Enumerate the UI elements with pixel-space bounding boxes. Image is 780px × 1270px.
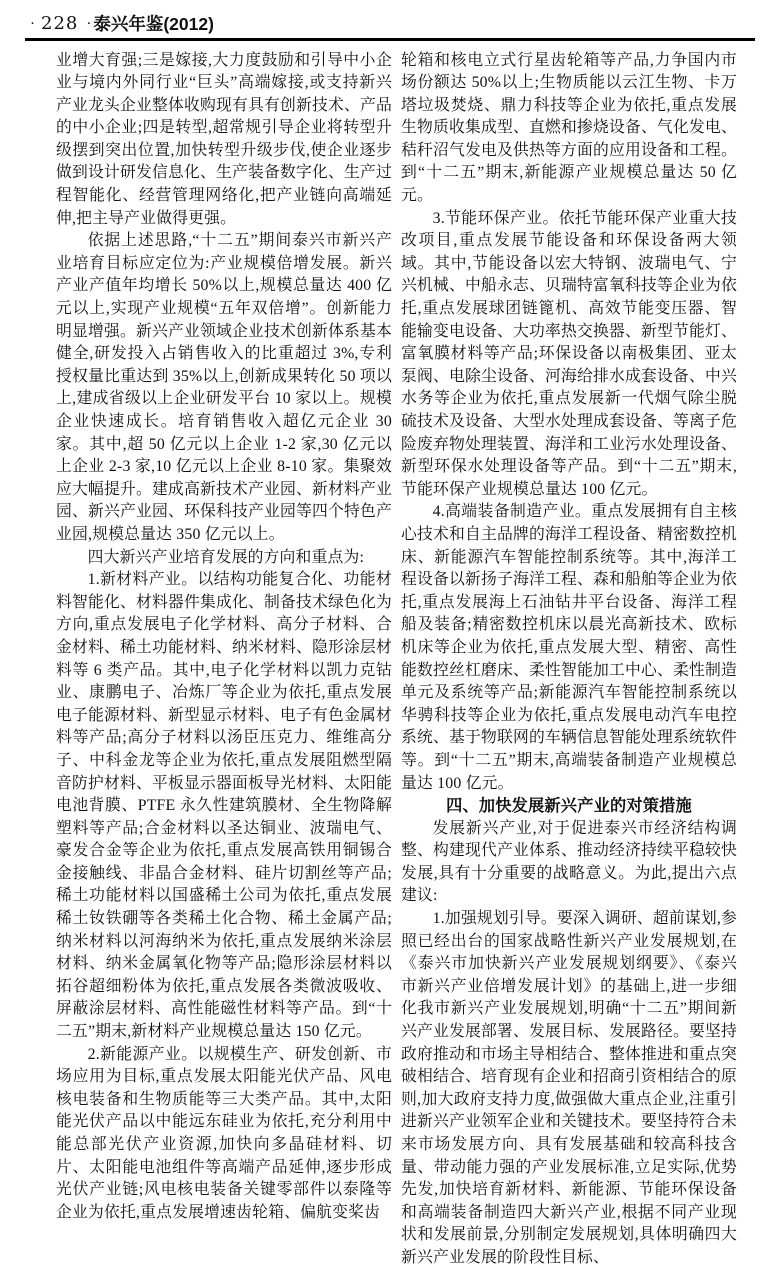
section-heading: 四、加快发展新兴产业的对策措施 xyxy=(446,797,692,816)
header-bullet: · xyxy=(86,16,92,32)
page-header xyxy=(0,0,780,32)
paragraph-continuation: 业增大育强;三是嫁接,大力度鼓励和引导中小企业与境内外同行业“巨头”高端嫁接,或支持新兴产业龙头企业整体收购现有具有创新技术、产品的中小企业;四是转型,超常规引导企业将转型升级摆到突出位置,加快转型升级步伐,使企业逐步做到设计研发信息化、生产装备数字化、生产过程智能化、经营管理网络化,把产业链向高端延伸,把主导产业做得更强。 xyxy=(56,51,392,227)
paragraph: 4.高端装备制造产业。重点发展拥有自主核心技术和自主品牌的海洋工程设备、精密数控机床、新能源汽车智能控制系统等。其中,海洋工程设备以新扬子海洋工程、森和船舶等企业为依托,重点发展海上石油钻井平台设备、海洋工程船及装备;精密数控机床以晨光高新技术、欧标机床等企业为依托,重点发展大型、精密、高性能数控丝杠磨床、柔性智能加工中心、柔性制造单元及系统等产品;新能源汽车智能控制系统以华骋科技等企业为依托,重点发展电动汽车电控系统、基于物联网的车辆信息智能处理系统软件等。到“十二五”期末,高端装备制造产业规模总量达 100 亿元。 xyxy=(401,503,737,792)
paragraph: 2.新能源产业。以规模生产、研发创新、市场应用为目标,重点发展太阳能光伏产品、风电核电装备和生物质能等三大类产品。其中,太阳能光伏产品以中能远东硅业为依托,充分利用中能总部光伏产业资源,加快向多晶硅材料、切片、太阳能电池组件等高端产品延伸,逐步形成光伏产业链;风电核电装备关键零部件以泰隆等企业为依托,重点发展增速齿轮箱、偏航变桨齿 xyxy=(56,1045,392,1221)
paragraph: 1.加强规划引导。要深入调研、超前谋划,参照已经出台的国家战略性新兴产业发展规划,在《泰兴市加快新兴产业发展规划纲要》、《泰兴市新兴产业倍增发展计划》的基础上,进一步细化我市新兴产业发展规划,明确“十二五”期间新兴产业发展部署、发展目标、发展路径。要坚持政府推动和市场主导相结合、整体推进和重点突破相结合、培育现有企业和招商引资相结合的原则,加大政府支持力度,做强做大重点企业,注重引进新兴产业领军企业和关键技术。要坚持符合未来市场发展方向、具有发展基础和较高科技含量、带动能力强的产业发展标准,立足实际,优势先发,加快培育新材料、新能源、节能环保设备和高端装备制造四大新兴产业,根据不同产业现状和发展前景,分别制定发展规划,具体明确四大新兴产业发展的阶段性目标、 xyxy=(401,910,737,1266)
paragraph: 1.新材料产业。以结构功能复合化、功能材料智能化、材料器件集成化、制备技术绿色化为方向,重点发展电子化学材料、高分子材料、合金材料、稀土功能材料、纳米材料、隐形涂层材料等 6 类产品。其中,电子化学材料以凯力克钴业、康鹏电子、冶炼厂等企业为依托,重点发展电子能源材料、新型显示材料、电子有色金属材料等产品;高分子材料以汤臣压克力、维维高分子、中科金龙等企业为依托,重点发展阻燃型隔音防护材料、平板显示器面板导光材料、太阳能电池背膜、PTFE 永久性建筑膜材、全生物降解塑料等产品;合金材料以圣达铜业、波瑞电气、豪发合金等企业为依托,重点发展高铁用铜锡合金接触线、非晶合金材料、硅片切割丝等产品;稀土功能材料以国盛稀土公司为依托,重点发展稀土钕铁硼等各类稀土化合物、稀土金属产品;纳米材料以河海纳米为依托,重点发展纳米涂层材料、纳米金属氧化物等产品;隐形涂层材料以拓谷超细粉体为依托,重点发展各类微波吸收、屏蔽涂层材料、高性能磁性材料等产品。到“十二五”期末,新材料产业规模总量达 150 亿元。 xyxy=(56,571,392,1041)
header-bullet: · xyxy=(30,16,35,32)
paragraph: 四大新兴产业培育发展的方向和重点为: xyxy=(87,548,365,566)
page-title: 泰兴年鉴(2012) xyxy=(93,14,214,34)
page-number: 228 xyxy=(41,13,79,34)
paragraph: 发展新兴产业,对于促进泰兴市经济结构调整、构建现代产业体系、推动经济持续平稳较快发展,具有十分重要的战略意义。为此,提出六点建议: xyxy=(401,819,737,905)
article-columns xyxy=(0,41,780,1270)
paragraph: 3.节能环保产业。依托节能环保产业重大技改项目,重点发展节能设备和环保设备两大领域。其中,节能设备以宏大特钢、波瑞电气、宁兴机械、中船永志、贝瑞特富氧科技等企业为依托,重点发展球团链篦机、高效节能变压器、智能输变电设备、大功率热交换器、新型节能灯、富氧膜材料等产品;环保设备以南极集团、亚太泵阀、电除尘设备、河海给排水成套设备、中兴水务等企业为依托,重点发展新一代烟气除尘脱硫技术及设备、大型水处理成套设备、等离子危险废弃物处理装置、海洋和工业污水处理设备、新型环保水处理设备等产品。到“十二五”期末,节能环保产业规模总量达 100 亿元。 xyxy=(401,209,737,498)
column-left xyxy=(56,50,392,1270)
paragraph-continuation: 轮箱和核电立式行星齿轮箱等产品,力争国内市场份额达 50%以上;生物质能以云江生物、卡万塔垃圾焚烧、鼎力科技等企业为依托,重点发展生物质收集成型、直燃和掺烧设备、气化发电、秸秆沼气发电及供热等方面的应用设备和工程。到“十二五”期末,新能源产业规模总量达 50 亿元。 xyxy=(401,51,737,205)
column-right xyxy=(401,50,737,1270)
paragraph: 依据上述思路,“十二五”期间泰兴市新兴产业培育目标应定位为:产业规模倍增发展。新兴产业产值年均增长 50%以上,规模总量达 400 亿元以上,实现产业规模“五年双倍增”。创新能力明显增强。新兴产业领域企业技术创新体系基本健全,研发投入占销售收入的比重超过 3%,专利授权量比重达到 35%以上,创新成果转化 50 项以上,建成省级以上企业研发平台 10 家以上。规模企业快速成长。培育销售收入超亿元企业 30 家。其中,超 50 亿元以上企业 1-2 家,30 亿元以上企业 2-3 家,10 亿元以上企业 8-10 家。集聚效应大幅提升。建成高新技术产业园、新材料产业园、新兴产业园、环保科技产业园等四个特色产业园,规模总量达 350 亿元以上。 xyxy=(56,232,392,543)
